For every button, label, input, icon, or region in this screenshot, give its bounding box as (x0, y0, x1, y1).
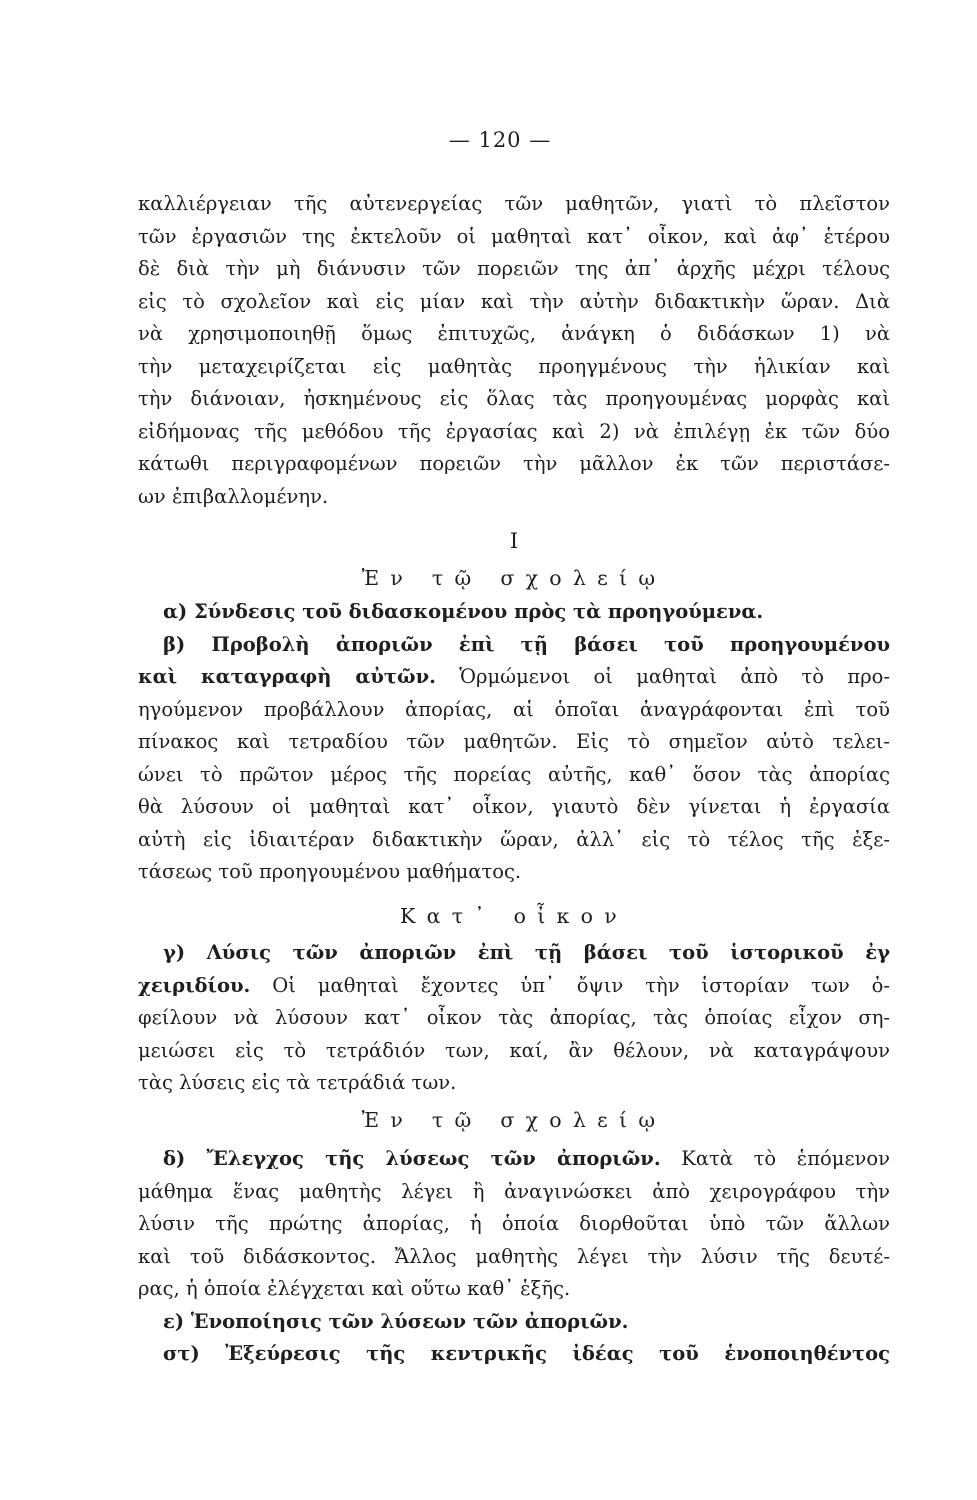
paragraph-line: ρας, ἡ ὁποία ἐλέγχεται καὶ οὕτω καθ᾽ ἑξῆς. (138, 1277, 571, 1300)
paragraph-line: λύσιν τῆς πρώτης ἀπορίας, ἡ ὁποία διορθοῦται ὑπὸ τῶν ἄλλων (138, 1212, 890, 1235)
paragraph-line: τὴν διάνοιαν, ἠσκημένους εἰς ὅλας τὰς προηγουμένας μορφὰς καὶ (138, 387, 890, 410)
paragraph-line: ώνει τὸ πρῶτον μέρος τῆς πορείας αὐτῆς, καθ᾽ ὅσον τὰς ἀπορίας (138, 762, 890, 786)
section-heading-block (138, 525, 890, 594)
paragraph-line: μάθημα ἕνας μαθητὴς λέγει ἢ ἀναγινώσκει ἀπὸ χειρογράφου τὴν (138, 1179, 890, 1203)
paragraph-line: νὰ χρησιμοποιηθῇ ὅμως ἐπιτυχῶς, ἀνάγκη ὁ διδάσκων 1) νὰ (138, 322, 890, 345)
heading-at-home: Κατ᾽ οἶκον (399, 904, 628, 928)
step-d-heading: δ) Ἔλεγχος τῆς λύσεως τῶν ἀποριῶν. (163, 1147, 661, 1170)
paragraph-line: εἰς τὸ σχολεῖον καὶ εἰς μίαν καὶ τὴν αὐτὴν διδακτικὴν ὥραν. Διὰ (138, 289, 890, 313)
paragraph-line: εἰδήμονας τῆς μεθόδου τῆς ἐργασίας καὶ 2) νὰ ἐπιλέγῃ ἐκ τῶν δύο (138, 419, 890, 443)
step-b-heading-cont: καὶ καταγραφὴ αὐτῶν. (138, 665, 436, 688)
paragraph-line: τὰς λύσεις εἰς τὰ τετράδιά των. (138, 1071, 457, 1094)
paragraph-line: ων ἐπιβαλλομένην. (138, 484, 329, 508)
paragraph-line: τάσεως τοῦ προηγουμένου μαθήματος. (138, 860, 522, 883)
heading-in-school-2: Ἐν τῷ σχολείῳ (361, 1108, 667, 1132)
paragraph-line (138, 970, 890, 1003)
step-b-text: Ὁρμώμενοι οἱ μαθηταὶ ἀπὸ τὸ προ- (435, 665, 890, 688)
step-c-heading-cont: χειριδίου. (138, 973, 251, 997)
paragraph-line: κάτωθι περιγραφομένων πορειῶν τὴν μᾶλλον ἐκ τῶν περιστάσε- (138, 452, 890, 475)
step-d-text: Κατὰ τὸ ἑπόμενον (660, 1147, 890, 1170)
paragraph-line: τὴν μεταχειρίζεται εἰς μαθητὰς προηγμένους τὴν ἡλικίαν καὶ (138, 354, 890, 378)
paragraph-line: θὰ λύσουν οἱ μαθηταὶ κατ᾽ οἶκον, γιαυτὸ δὲν γίνεται ἡ ἐργασία (138, 795, 890, 818)
paragraph-line (138, 661, 890, 694)
paragraph-line: καὶ τοῦ διδάσκοντος. Ἄλλος μαθητὴς λέγει τὴν λύσιν τῆς δευτέ- (138, 1244, 890, 1268)
paragraph-line: πίνακος καὶ τετραδίου τῶν μαθητῶν. Εἰς τὸ σημεῖον αὐτὸ τελει- (138, 730, 890, 753)
paragraph-line (138, 1143, 890, 1176)
step-c-text: Οἱ μαθηταὶ ἔχοντες ὑπ᾽ ὄψιν τὴν ἱστορίαν των ὀ- (250, 973, 890, 997)
paragraph-line: τῶν ἐργασιῶν της ἐκτελοῦν οἱ μαθηταὶ κατ᾽ οἶκον, καὶ ἀφ᾽ ἑτέρου (138, 224, 890, 248)
paragraph-line: φείλουν νὰ λύσουν κατ᾽ οἶκον τὰς ἀπορίας, τὰς ὁποίας εἶχον ση- (138, 1006, 890, 1029)
paragraph-line: μειώσει εἰς τὸ τετράδιόν των, καί, ἂν θέλουν, νὰ καταγράψουν (138, 1038, 890, 1062)
step-c-heading: γ) Λύσις τῶν ἀποριῶν ἐπὶ τῇ βάσει τοῦ ἱστορικοῦ ἐγ (163, 941, 890, 964)
step-e-heading: ε) Ἑνοποίησις τῶν λύσεων τῶν ἀποριῶν. (163, 1309, 629, 1333)
intro-paragraph (138, 188, 890, 513)
step-a-heading: α) Σύνδεσις τοῦ διδασκομένου πρὸς τὰ προηγούμενα. (163, 600, 764, 623)
steps-a-b (138, 596, 890, 889)
page-number: — 120 — (448, 128, 552, 152)
step-c (138, 937, 890, 1100)
home-heading-block (138, 900, 890, 933)
heading-in-school: Ἐν τῷ σχολείῳ (361, 565, 667, 590)
section-heading-block-2 (138, 1104, 890, 1137)
paragraph-line: αὐτὴ εἰς ἰδιαιτέραν διδακτικὴν ὥραν, ἀλλ᾽ εἰς τὸ τέλος τῆς ἐξε- (138, 827, 890, 851)
paragraph-line: καλλιέργειαν τῆς αὐτενεργείας τῶν μαθητῶν, γιατὶ τὸ πλεῖστον (138, 192, 890, 215)
step-b-heading: β) Προβολὴ ἀποριῶν ἐπὶ τῇ βάσει τοῦ προηγουμένου (163, 632, 890, 656)
paragraph-line: δὲ διὰ τὴν μὴ διάνυσιν τῶν πορειῶν της ἀπ᾽ ἀρχῆς μέχρι τέλους (138, 257, 890, 280)
paragraph-line: ηγούμενον προβάλλουν ἀπορίας, αἱ ὁποῖαι ἀναγράφονται ἐπὶ τοῦ (138, 697, 890, 721)
steps-d-e-st (138, 1143, 890, 1371)
section-roman-numeral: Ι (509, 529, 519, 553)
step-st-heading: στ) Ἐξεύρεσις τῆς κεντρικῆς ἰδέας τοῦ ἑνοποιηθέντος (163, 1342, 890, 1365)
